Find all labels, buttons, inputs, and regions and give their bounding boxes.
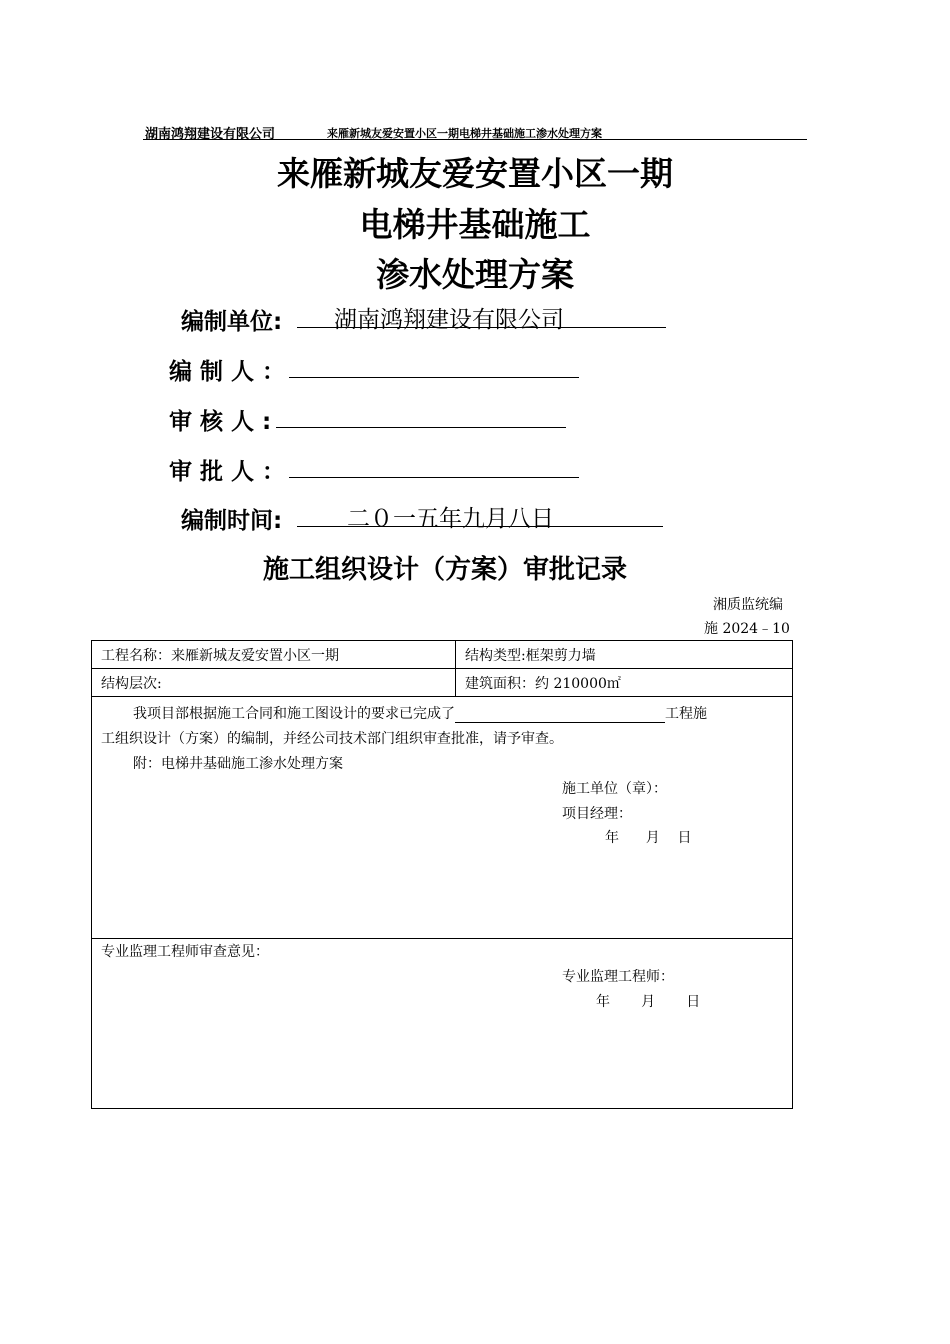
approver-underline [289, 477, 579, 478]
submission-text-b: 工程施 [665, 706, 707, 722]
header-company: 湖南鸿翔建设有限公司 [145, 127, 276, 142]
unit-label: 编制单位: [181, 309, 283, 335]
preparer-underline [289, 377, 579, 378]
supervisor-engineer-label: 专业监理工程师： [562, 969, 674, 985]
submission-line2: 工组织设计（方案）的编制，并经公司技术部门组织审查批准，请予审查。 [101, 731, 563, 747]
header-doc-title: 来雁新城友爱安置小区一期电梯井基础施工渗水处理方案 [327, 127, 602, 140]
form-code-line2: 施 2024﹣10 [704, 621, 790, 637]
table-row [92, 697, 793, 939]
supervisor-opinion-label: 专业监理工程师审查意见： [101, 944, 269, 960]
table-row [92, 939, 793, 1109]
reviewer-underline [276, 427, 566, 428]
submission-cell [92, 697, 793, 939]
reviewer-label: 审 核 人 : [169, 409, 272, 435]
table-row [92, 641, 793, 669]
cover-title-line2: 电梯井基础施工 [359, 205, 591, 244]
submission-text-a: 我项目部根据施工合同和施工图设计的要求已完成了 [133, 706, 455, 722]
date-label: 编制时间: [181, 508, 283, 534]
date-line-2: 年 月 日 [596, 994, 701, 1010]
form-code-line1: 湘质监统编 [713, 597, 783, 613]
project-name-cell: 工程名称：来雁新城友爱安置小区一期 [92, 641, 456, 669]
table-row [92, 669, 793, 697]
date-line-1: 年 月 日 [605, 830, 692, 846]
project-blank [455, 708, 665, 723]
unit-value: 湖南鸿翔建设有限公司 [334, 307, 564, 333]
project-manager-label: 项目经理： [562, 806, 632, 822]
submission-line1 [133, 703, 707, 723]
record-title: 施工组织设计（方案）审批记录 [262, 555, 627, 585]
preparer-label: 编 制 人 ： [169, 359, 286, 385]
approver-label: 审 批 人 ： [169, 459, 286, 485]
supervisor-cell [92, 939, 793, 1109]
building-area-cell: 建筑面积：约 210000㎡ [456, 669, 793, 697]
attachment-line: 附：电梯井基础施工渗水处理方案 [133, 756, 343, 772]
construction-unit-label: 施工单位（章）： [562, 781, 667, 797]
header-rule [143, 139, 807, 140]
structure-floors-cell: 结构层次: [92, 669, 456, 697]
structure-type-cell: 结构类型:框架剪力墙 [456, 641, 793, 669]
date-value: 二０一五年九月八日 [347, 506, 554, 532]
cover-title-line3: 渗水处理方案 [376, 255, 574, 294]
cover-title-line1: 来雁新城友爱安置小区一期 [277, 154, 673, 193]
approval-record-table [91, 640, 793, 1109]
